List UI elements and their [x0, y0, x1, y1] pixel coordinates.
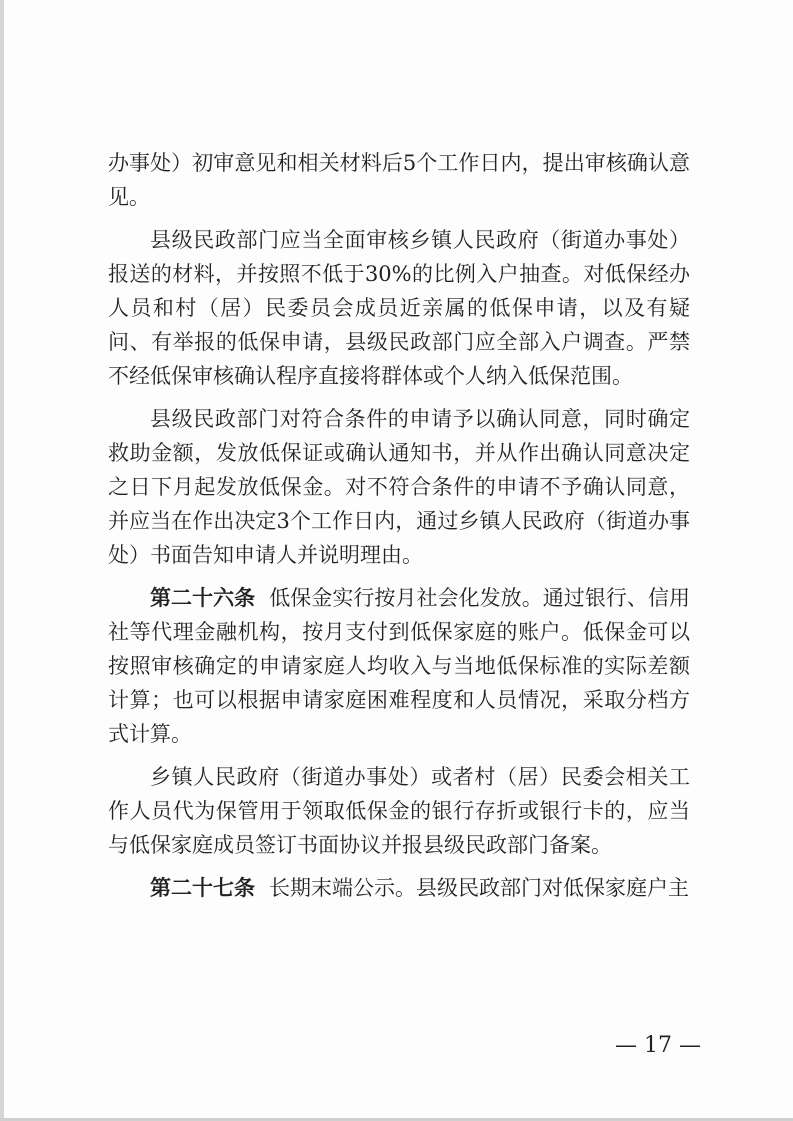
paragraph-text: 乡镇人民政府（街道办事处）或者村（居）民委会相关工作人员代为保管用于领取低保金的银行存折或银行卡的，应当与低保家庭成员签订书面协议并报县级民政部门备案。	[108, 765, 690, 857]
paragraph	[108, 223, 690, 393]
paragraph-text: 办事处）初审意见和相关材料后5个工作日内，提出审核确认意见。	[108, 151, 690, 209]
page-number: — 17 —	[615, 1033, 701, 1058]
article-label: 第二十六条	[150, 585, 256, 610]
article-paragraph	[108, 581, 690, 751]
document-body	[108, 146, 690, 914]
article-paragraph	[108, 871, 690, 905]
paragraph-text: 长期末端公示。县级民政部门对低保家庭户主	[269, 876, 689, 900]
paragraph-text: 县级民政部门对符合条件的申请予以确认同意，同时确定救助金额，发放低保证或确认通知书，并从作出确认同意决定之日下月起发放低保金。对不符合条件的申请不予确认同意，并应当在作出决定3个工作日内，通过乡镇人民政府（街道办事处）书面告知申请人并说明理由。	[108, 407, 690, 567]
article-label: 第二十七条	[150, 875, 255, 900]
paragraph	[108, 146, 690, 214]
paragraph	[108, 760, 690, 862]
paragraph-text: 县级民政部门应当全面审核乡镇人民政府（街道办事处）报送的材料，并按照不低于30%的比例入户抽查。对低保经办人员和村（居）民委员会成员近亲属的低保申请，以及有疑问、有举报的低保申请，县级民政部门应全部入户调查。严禁不经低保审核确认程序直接将群体或个人纳入低保范围。	[108, 228, 690, 388]
paragraph-text: 低保金实行按月社会化发放。通过银行、信用社等代理金融机构，按月支付到低保家庭的账户。低保金可以按照审核确定的申请家庭人均收入与当地低保标准的实际差额计算；也可以根据申请家庭困难程度和人员情况，采取分档方式计算。	[108, 586, 691, 746]
scan-edge	[0, 0, 4, 1121]
paragraph	[108, 402, 690, 572]
